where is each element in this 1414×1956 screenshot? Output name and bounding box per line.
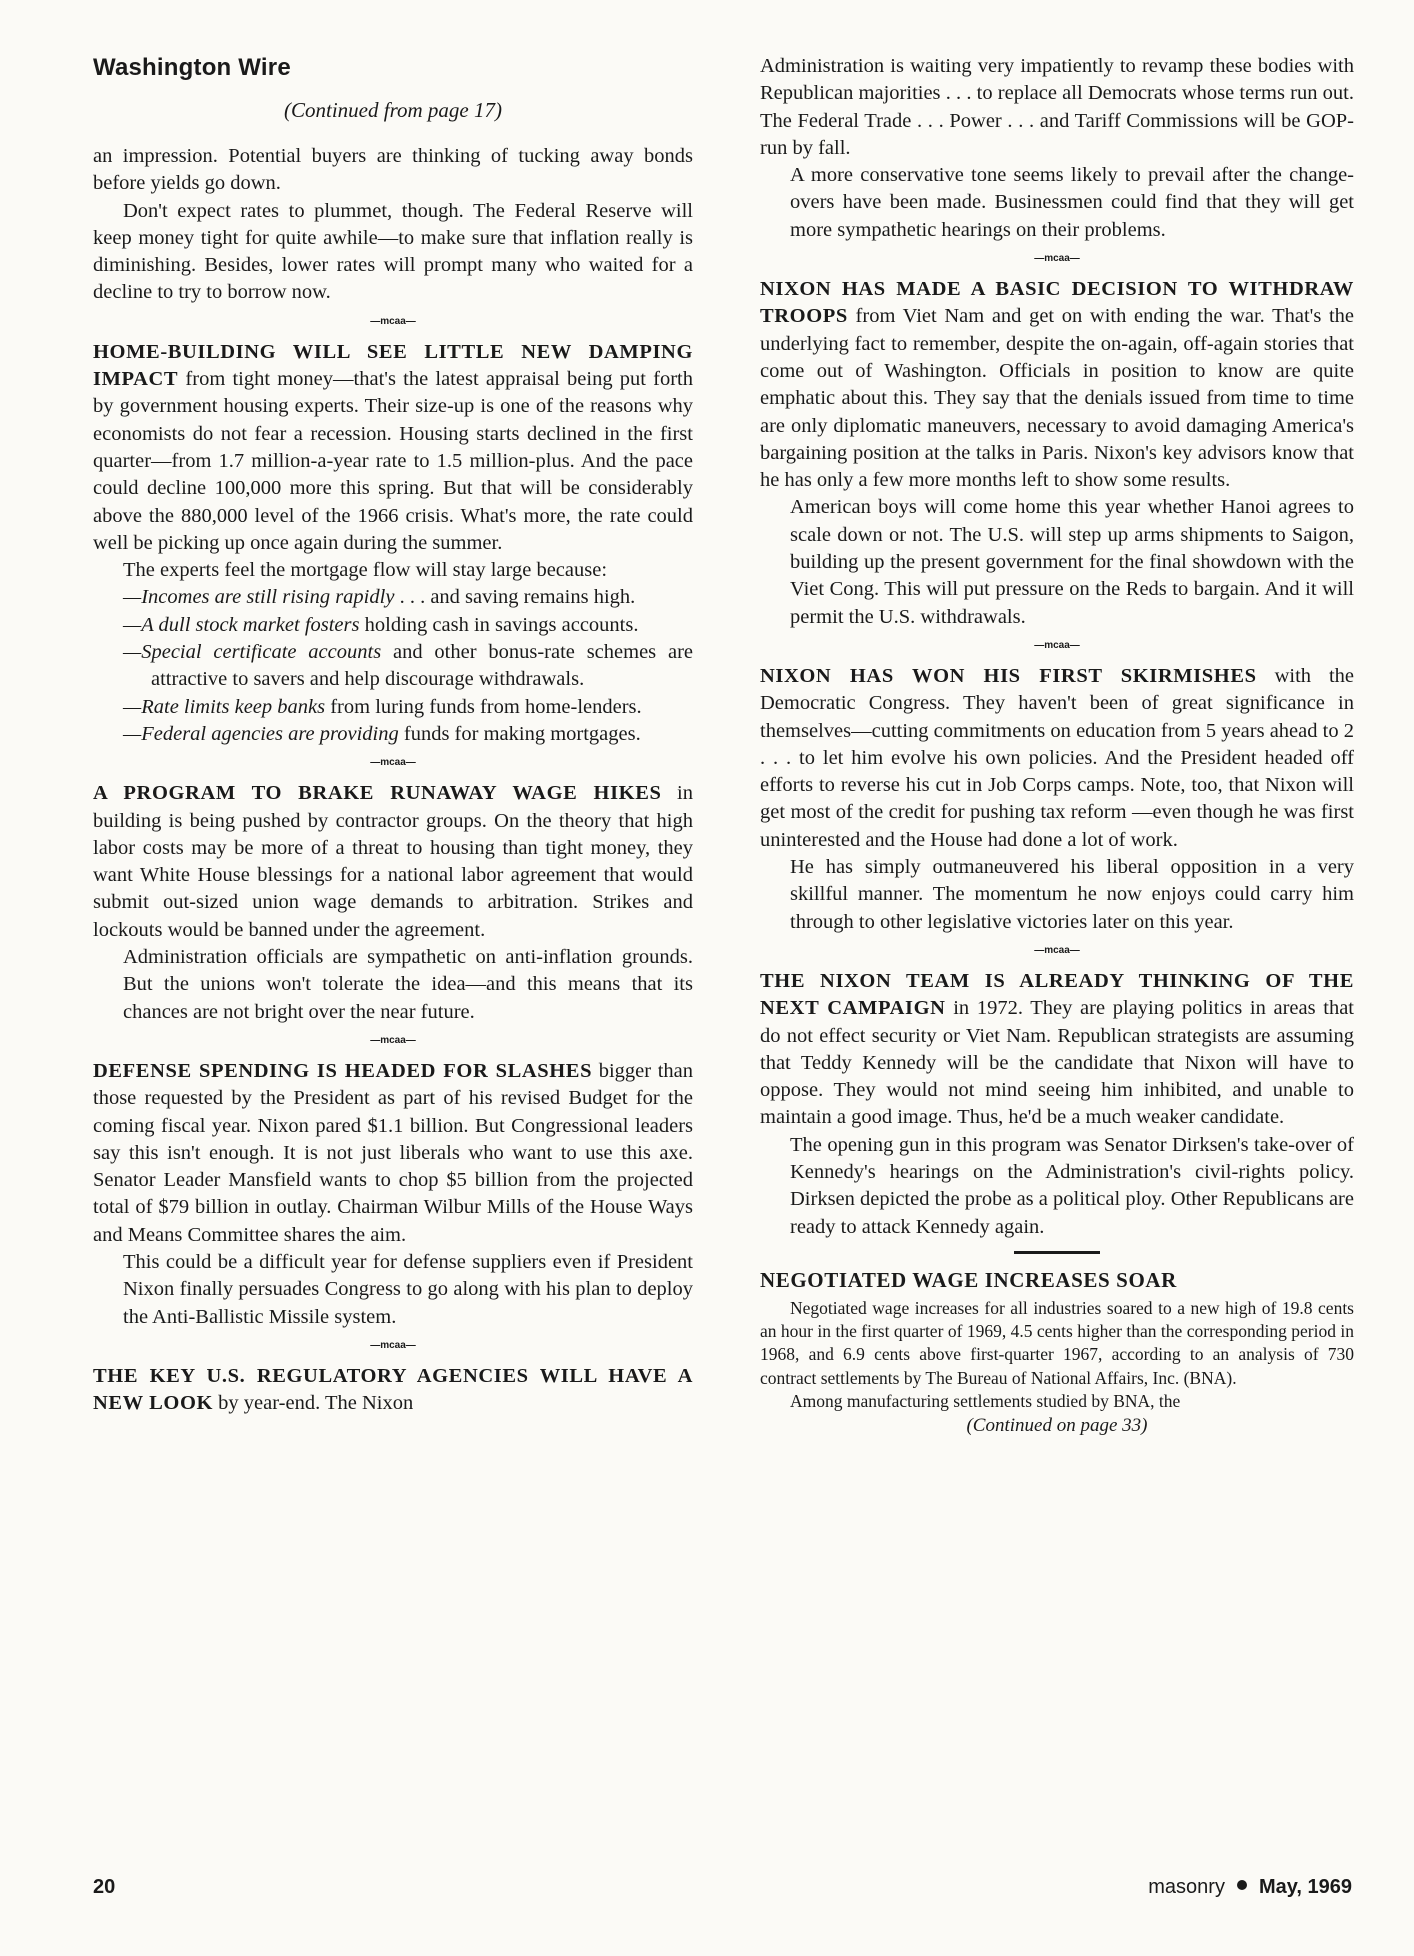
campaign-paragraph (760, 968, 1354, 1132)
right-article-flow (760, 53, 1354, 1437)
separator: —mcaa— (1034, 639, 1080, 651)
housing-bullet (93, 694, 693, 721)
left-article-flow (93, 143, 693, 1417)
section-rule (1014, 1251, 1100, 1254)
defense-lead: DEFENSE SPENDING IS HEADED FOR SLASHES (93, 1059, 593, 1082)
issue-date: May, 1969 (1258, 1876, 1352, 1898)
bullet-emphasis: —Incomes are still rising rapidly (123, 586, 395, 609)
housing-paragraph-2: The experts feel the mortgage flow will stay large because: (123, 559, 608, 582)
negotiated-article (760, 1297, 1354, 1413)
continued-on: (Continued on page 33) (966, 1415, 1148, 1437)
separator: —mcaa— (1034, 944, 1080, 956)
footer-publication (1148, 1876, 1352, 1899)
housing-body: from tight money—that's the latest appraisal being put forth by government housing experts. Their size-up is one of the reasons why economists do not fear a recession. Housing starts declined in the first quarter—from 1.7 million-a-year rate to 1.5 million-plus. And the pace could decline 100,000 more this spring. But that will be considerably above the 880,000 level of the 1966 crisis. What's more, the rate could well be picking up once again during the summer. (93, 368, 693, 554)
skirmishes-paragraph (760, 663, 1354, 854)
separator: —mcaa— (1034, 253, 1080, 265)
housing-bullet (93, 639, 693, 694)
campaign-lead: THE NIXON TEAM IS ALREADY THINKING OF THE NEXT CAMPAIGN (760, 969, 1354, 1020)
bullet-text: and other bonus-rate schemes are attractive to savers and help discourage withdrawals. (151, 641, 694, 691)
campaign-paragraph-2: The opening gun in this program was Senator Dirksen's take-over of Kennedy's hearings on the Administration's civil-rights policy. Dirksen depicted the probe as a political ploy. Other Republicans are ready to attack Kennedy again. (790, 1133, 1354, 1238)
skirmishes-lead: NIXON HAS WON HIS FIRST SKIRMISHES (760, 664, 1257, 687)
agencies-paragraph-2: A more conservative tone seems likely to prevail after the change-overs have been made. Businessmen could find that they will get more sympathetic hearings on their problems. (790, 164, 1354, 241)
bullet-emphasis: —Special certificate accounts (123, 641, 382, 664)
bullet-text: . . . and saving remains high. (394, 586, 636, 609)
page-number: 20 (93, 1876, 116, 1898)
bullet-icon (1237, 1880, 1247, 1890)
troops-lead: NIXON HAS MADE A BASIC DECISION TO WITHDRAW TROOPS (760, 278, 1354, 328)
wage-paragraph (93, 780, 693, 944)
housing-bullet (93, 612, 693, 639)
housing-lead: HOME-BUILDING WILL SEE LITTLE NEW DAMPING IMPACT (93, 340, 693, 391)
bullet-emphasis: —A dull stock market fosters (123, 613, 360, 636)
housing-paragraph (93, 339, 693, 557)
negotiated-paragraph-2: Among manufacturing settlements studied by BNA, the (790, 1391, 1181, 1412)
housing-bullet (93, 721, 693, 748)
negotiated-heading: NEGOTIATED WAGE INCREASES SOAR (760, 1267, 1177, 1292)
defense-body: bigger than those requested by the President as part of his revised Budget for the coming fiscal year. Nixon pared $1.1 billion. But Congressional leaders say this isn't enough. It is not just liberals who want to use this axe. Senator Leader Mansfield wants to chop $5 billion from the projected total of $79 billion in outlay. Chairman Wilbur Mills of the House Ways and Means Committee shares the aim. (93, 1059, 693, 1246)
bullet-text: holding cash in savings accounts. (359, 613, 639, 636)
defense-paragraph-2: This could be a difficult year for defense suppliers even if President Nixon finally persuades Congress to go along with his plan to deploy the Anti-Ballistic Missile system. (123, 1250, 693, 1328)
wage-paragraph-2: Administration officials are sympathetic on anti-inflation grounds. But the unions won't tolerate the idea—and this means that its chances are not bright over the near future. (123, 946, 693, 1023)
agencies-continued: Administration is waiting very impatiently to revamp these bodies with Republican majorities . . . to replace all Democrats whose terms run out. The Federal Trade . . . Power . . . and Tariff Commissions will be GOP-run by fall. (760, 55, 1354, 159)
troops-body: from Viet Nam and get on with ending the war. That's the underlying fact to remember, despite the on-again, off-again stories that come out of Washington. Officials in position to know are quite emphatic about this. They say that the denials issued from time to time are only diplomatic maneuvers, necessary to avoid damaging America's bargaining position at the talks in Paris. Nixon's key advisors know that he has only a few more months left to show some results. (760, 305, 1354, 492)
wage-lead: A PROGRAM TO BRAKE RUNAWAY WAGE HIKES (93, 782, 662, 805)
troops-paragraph-2: American boys will come home this year whether Hanoi agrees to scale down or not. The U.S. will step up arms shipments to Saigon, building up the present government for the final showdown with the Viet Cong. This will put pressure on the Reds to bargain. And it will permit the U.S. withdrawals. (790, 496, 1354, 628)
magazine-name: masonry (1148, 1876, 1225, 1898)
section-title: Washington Wire (93, 54, 291, 81)
wage-body: in building is being pushed by contractor groups. On the theory that high labor costs may be more of a threat to housing than tight money, they want White House blessings for a national labor agreement that would submit out-sized union wage demands to arbitration. Strikes and lockouts would be banned under the agreement. (93, 782, 693, 941)
bullet-emphasis: —Federal agencies are providing (123, 722, 399, 745)
intro-paragraph-1: an impression. Potential buyers are thinking of tucking away bonds before yields go down. (93, 145, 693, 195)
continued-from: (Continued from page 17) (284, 98, 502, 122)
separator: —mcaa— (370, 757, 416, 769)
intro-paragraph-2: Don't expect rates to plummet, though. The Federal Reserve will keep money tight for quite awhile—to make sure that inflation really is diminishing. Besides, lower rates will prompt many who waited for a decline to try to borrow now. (93, 199, 693, 304)
negotiated-paragraph-1: Negotiated wage increases for all industries soared to a new high of 19.8 cents an hour in the first quarter of 1969, 4.5 cents higher than the corresponding period in 1968, and 6.9 cents above first-quarter 1967, according to an analysis of 730 contract settlements by The Bureau of National Affairs, Inc. (BNA). (760, 1297, 1354, 1388)
agencies-paragraph (93, 1363, 693, 1418)
bullet-text: from luring funds from home-lenders. (325, 695, 642, 718)
defense-paragraph (93, 1058, 693, 1249)
separator: —mcaa— (370, 315, 416, 327)
campaign-body: in 1972. They are playing politics in areas that do not effect security or Viet Nam. Republican strategists are assuming that Teddy Kennedy will be the candidate that Nixon will have to oppose. They would not mind seeing him inhibited, and unable to maintain a good image. Thus, he'd be a much weaker candidate. (760, 997, 1354, 1129)
separator: —mcaa— (370, 1034, 416, 1046)
housing-bullet (93, 584, 693, 611)
separator: —mcaa— (370, 1339, 416, 1351)
bullet-text: funds for making mortgages. (398, 722, 641, 745)
agencies-lead: THE KEY U.S. REGULATORY AGENCIES WILL HAVE A NEW LOOK (93, 1364, 693, 1415)
bullet-emphasis: —Rate limits keep banks (123, 695, 326, 718)
skirmishes-body: with the Democratic Congress. They haven't been of great significance in themselves—cutting commitments on education from 5 years ahead to 2 . . . to let him evolve his own policies. And the President headed off efforts to reverse his cut in Job Corps camps. Note, too, that Nixon will get most of the credit for pushing tax reform —even though he was first uninterested and the House had done a lot of work. (760, 664, 1354, 851)
agencies-body: by year-end. The Nixon (213, 1392, 414, 1415)
skirmishes-paragraph-2: He has simply outmaneuvered his liberal opposition in a very skillful manner. The momentum he now enjoys could carry him through to other legislative victories later on this year. (790, 856, 1354, 933)
troops-paragraph (760, 276, 1354, 494)
